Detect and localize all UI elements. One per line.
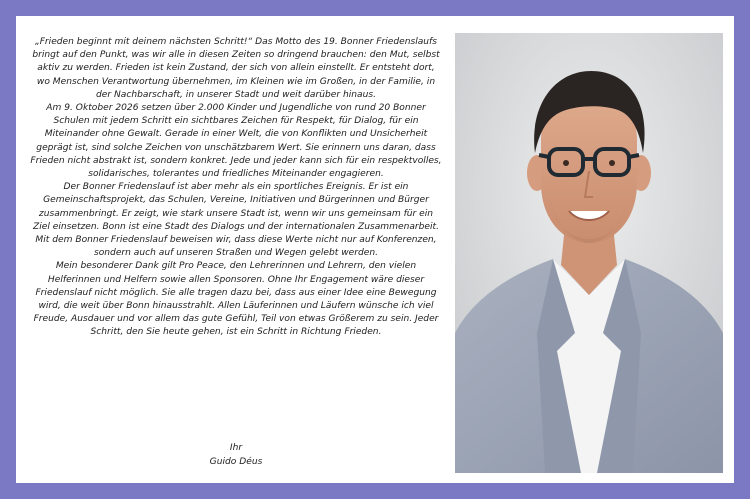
letter-paragraph: Der Bonner Friedenslauf ist aber mehr als ein sportliches Ereignis. Er ist ein Gemeinschaftsprojekt, das Schulen, Vereine, Initiativen und Bürgerinnen und Bürger zusammenbringt. Er zeigt, wie stark unsere Stadt ist, wenn wir uns gemeinsam für ein Ziel einsetzen. Bonn ist eine Stadt des Dialogs und der internationalen Zusammenarbeit. Mit dem Bonner Friedenslauf beweisen wir, dass diese Werte nicht nur auf Konferenzen, sondern auch auf unseren Straßen und Wegen gelebt werden. bbox=[32, 182, 440, 259]
letter-paragraph: Mein besonderer Dank gilt Pro Peace, den Lehrerinnen und Lehrern, den vielen Helferinnen und Helfern sowie allen Sponsoren. Ohne Ihr Engagement wäre dieser Friedenslauf nicht möglich. Sie alle tragen dazu bei, dass aus einer Idee eine Bewegung wird, die weit über Bonn hinausstrahlt. Allen Läuferinnen und Läufern wünsche ich viel Freude, Ausdauer und vor allem das gute Gefühl, Teil von etwas Größerem zu sein. Jeder Schritt, den Sie heute gehen, ist ein Schritt in Richtung Frieden. bbox=[33, 261, 439, 338]
left-eye bbox=[563, 160, 569, 166]
letter-paragraph: Am 9. Oktober 2026 setzen über 2.000 Kinder und Jugendliche von rund 20 Bonner Schulen mit jedem Schritt ein sichtbares Zeichen für Respekt, für Dialog, für ein Miteinander ohne Gewalt. Gerade in einer Welt, die von Konflikten und Unsicherheit geprägt ist, sind solche Zeichen von unschätzbarem Wert. Sie erinnern uns daran, dass Frieden nicht abstrakt ist, sondern konkret. Jede und jeder kann sich für ein respektvolles, solidarisches, tolerantes und friedliches Miteinander engagieren. bbox=[30, 103, 442, 180]
closing-word: Ihr bbox=[229, 443, 243, 453]
right-eye bbox=[609, 160, 615, 166]
letter-paragraph: „Frieden beginnt mit deinem nächsten Schritt!“ Das Motto des 19. Bonner Friedenslaufs bringt auf den Punkt, was wir alle in diesen Zeiten so dringend brauchen: den Mut, selbst aktiv zu werden. Frieden ist kein Zustand, der sich von allein einstellt. Er entsteht dort, wo Menschen Verantwortung übernehmen, im Kleinen wie im Großen, in der Familie, in der Nachbarschaft, in unserer Stadt und weit darüber hinaus. bbox=[32, 37, 440, 100]
portrait-illustration bbox=[455, 33, 723, 473]
signature-name: Guido Déus bbox=[209, 457, 263, 467]
portrait-photo bbox=[455, 33, 723, 473]
letter-text bbox=[30, 36, 442, 340]
signature-block bbox=[30, 441, 442, 469]
content-card bbox=[16, 16, 734, 483]
